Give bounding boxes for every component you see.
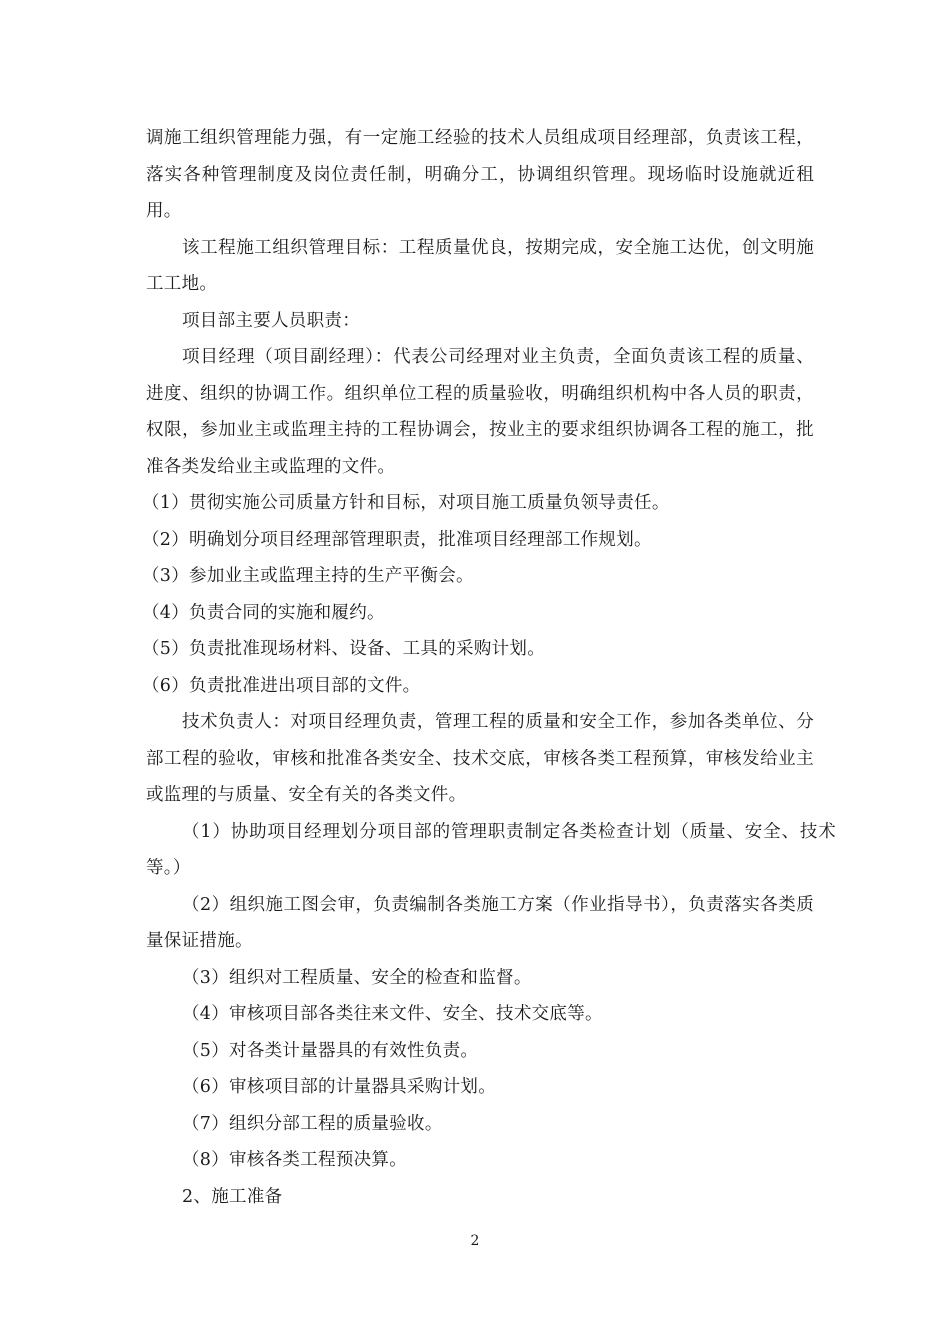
section-heading: 2、施工准备 bbox=[182, 1186, 283, 1207]
list-item: （6）审核项目部的计量器具采购计划。 bbox=[182, 1077, 497, 1097]
list-item: （2）明确划分项目经理部管理职责，批准项目经理部工作规划。 bbox=[142, 529, 652, 550]
paragraph-management-goals: 该工程施工组织管理目标：工程质量优良，按期完成，安全施工达优，创文明施工工地。 bbox=[146, 237, 814, 294]
list-item: （4）负责合同的实施和履约。 bbox=[142, 602, 385, 623]
list-item: （5）对各类计量器具的有效性负责。 bbox=[182, 1040, 479, 1061]
list-item: （4）审核项目部各类往来文件、安全、技术交底等。 bbox=[182, 1004, 603, 1024]
list-item: （6）负责批准进出项目部的文件。 bbox=[142, 675, 421, 696]
list-item: （2）组织施工图会审，负责编制各类施工方案（作业指导书），负责落实各类质量保证措施。 bbox=[146, 894, 814, 951]
paragraph-technical-lead: 技术负责人：对项目经理负责，管理工程的质量和安全工作，参加各类单位、分部工程的验收，审核和批准各类安全、技术交底，审核各类工程预算，审核发给业主或监理的与质量、安全有关的各类文件。 bbox=[146, 712, 814, 805]
page-number: 2 bbox=[470, 1233, 480, 1249]
list-item: （5）负责批准现场材料、设备、工具的采购计划。 bbox=[142, 639, 546, 659]
list-item: （7）组织分部工程的质量验收。 bbox=[182, 1113, 443, 1134]
list-item: （3）组织对工程质量、安全的检查和监督。 bbox=[182, 967, 532, 988]
paragraph-staff-duties-heading: 项目部主要人员职责： bbox=[182, 310, 360, 331]
paragraph-project-manager: 项目经理（项目副经理）：代表公司经理对业主负责，全面负责该工程的质量、进度、组织的协调工作。组织单位工程的质量验收，明确组织机构中各人员的职责，权限，参加业主或监理主持的工程协调会，按业主的要求组织协调各工程的施工，批准各类发给业主或监理的文件。 bbox=[146, 347, 814, 477]
document-body bbox=[142, 120, 836, 1215]
paragraph-management-team: 调施工组织管理能力强，有一定施工经验的技术人员组成项目经理部，负责该工程，落实各种管理制度及岗位责任制，明确分工，协调组织管理。现场临时设施就近租用。 bbox=[146, 128, 814, 221]
list-item: （1）贯彻实施公司质量方针和目标，对项目施工质量负领导责任。 bbox=[142, 493, 670, 513]
list-item: （1）协助项目经理划分项目部的管理职责制定各类检查计划（质量、安全、技术等。） bbox=[146, 821, 836, 878]
list-item: （3）参加业主或监理主持的生产平衡会。 bbox=[142, 566, 474, 586]
list-item: （8）审核各类工程预决算。 bbox=[182, 1150, 408, 1170]
